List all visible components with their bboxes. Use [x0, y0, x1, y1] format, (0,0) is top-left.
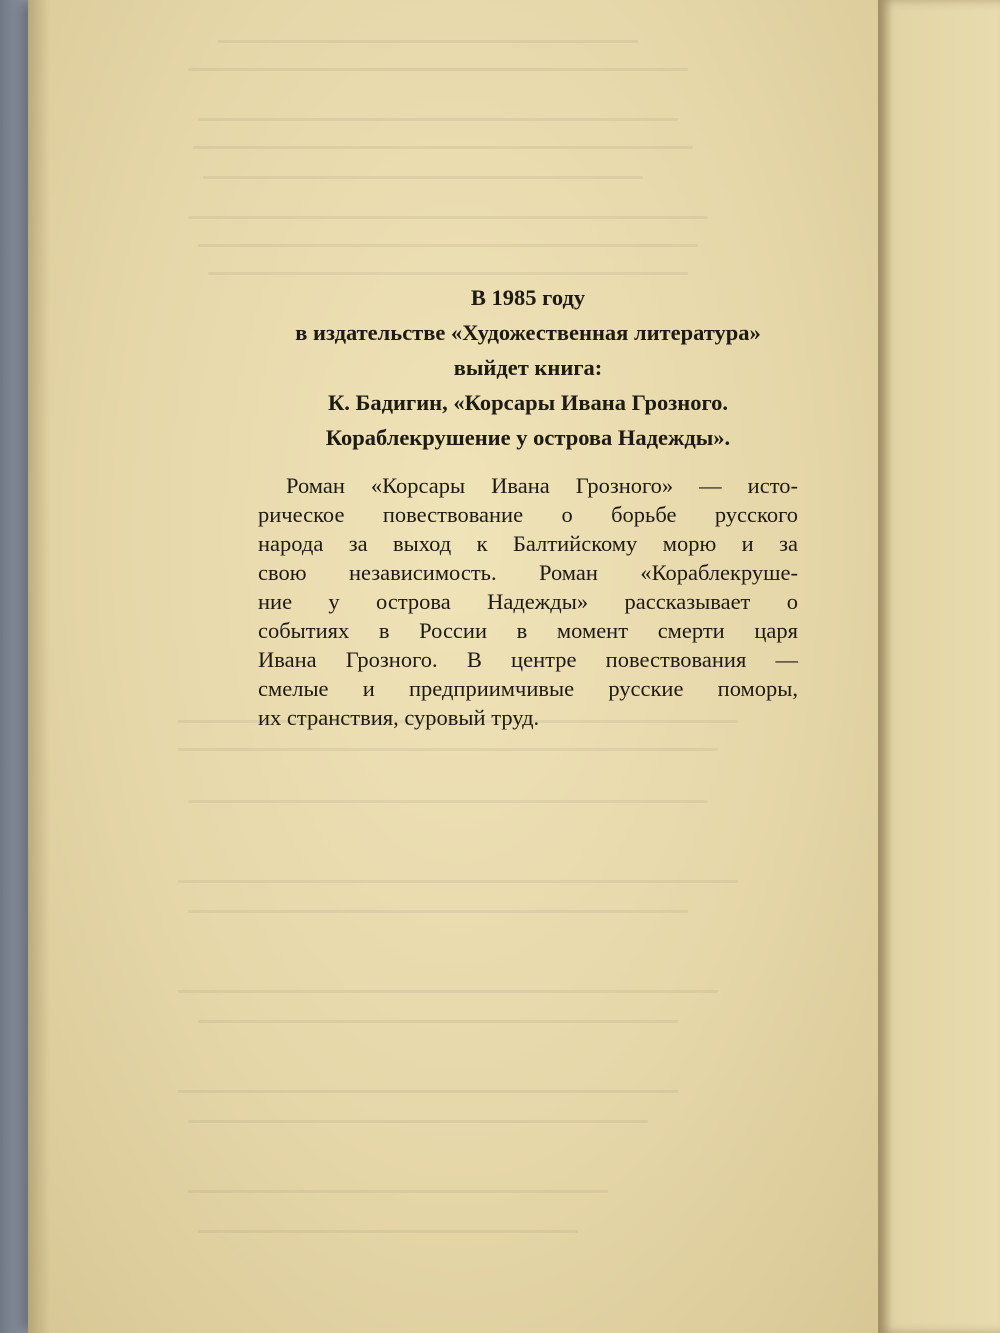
announcement-description — [258, 471, 798, 732]
body-line: ние у острова Надежды» рассказывает о — [258, 589, 798, 614]
body-line: смелые и предприимчивые русские поморы, — [258, 676, 798, 701]
body-line: рическое повествование о борьбе русского — [258, 502, 798, 527]
heading-line: выйдет книга: — [453, 355, 603, 380]
body-line: их странствия, суровый труд. — [258, 705, 540, 730]
announcement-block — [258, 280, 798, 732]
body-line: народа за выход к Балтийскому морю и за — [258, 531, 798, 556]
heading-line: в издательстве «Художественная литература» — [295, 320, 761, 345]
book-page — [28, 0, 888, 1333]
heading-line: Кораблекрушение у острова Надежды». — [325, 425, 731, 450]
body-line: событиях в России в момент смерти царя — [258, 618, 798, 643]
body-line: Роман «Корсары Ивана Грозного» — исто- — [286, 473, 798, 498]
announcement-heading — [258, 280, 798, 455]
heading-line: В 1985 году — [470, 285, 586, 310]
adjacent-page-edge — [878, 0, 1000, 1333]
heading-line: К. Бадигин, «Корсары Ивана Грозного. — [327, 390, 729, 415]
body-line: свою независимость. Роман «Кораблекруше- — [258, 560, 798, 585]
body-line: Ивана Грозного. В центре повествования — — [258, 647, 798, 672]
